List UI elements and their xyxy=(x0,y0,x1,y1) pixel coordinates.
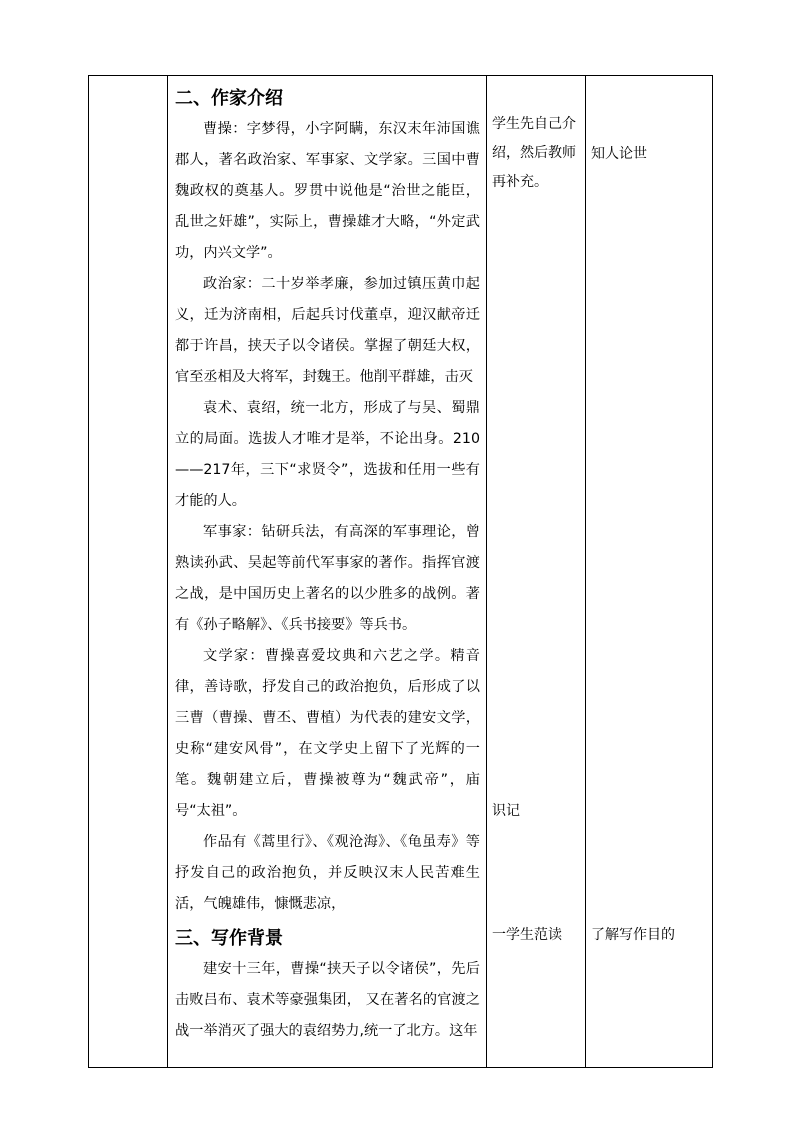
empty-stage-cell xyxy=(89,76,168,1068)
section-heading-background: 三、写作背景 xyxy=(175,928,283,949)
student-activity-memorize: 识记 xyxy=(492,803,520,819)
design-intent-reading: 了解写作目的 xyxy=(591,927,675,943)
table-row xyxy=(89,76,713,1068)
paragraph-unification: 袁术、袁绍，统一北方，形成了与吴、蜀鼎立的局面。选拔人才唯才是举，不论出身。210——217年，三下“求贤令”，选拔和任用一些有才能的人。 xyxy=(175,400,480,509)
design-intent-cell xyxy=(586,76,713,1068)
lesson-plan-table xyxy=(88,75,713,1068)
design-intent-intro: 知人论世 xyxy=(591,146,647,162)
paragraph-background: 建安十三年，曹操“挟天子以令诸侯”，先后击败吕布、袁术等豪强集团， 又在著名的官渡之战一举消灭了强大的袁绍势力,统一了北方。这年 xyxy=(175,961,480,1039)
section-heading-author: 二、作家介绍 xyxy=(175,88,283,109)
student-activity-reading: 一学生范读 xyxy=(492,927,562,943)
paragraph-literary: 文学家：曹操喜爱坟典和六艺之学。精音律，善诗歌，抒发自己的政治抱负，后形成了以三曹（曹操、曹丕、曹植）为代表的建安文学，史称“建安风骨”，在文学史上留下了光辉的一笔。魏朝建立后，曹操被尊为“魏武帝”，庙号“太祖”。 xyxy=(175,648,480,819)
paragraph-works: 作品有《蒿里行》、《观沧海》、《龟虽寿》等抒发自己的政治抱负，并反映汉末人民苦难生活，气魄雄伟，慷慨悲凉， xyxy=(175,834,480,912)
student-activity-intro: 学生先自己介绍，然后教师再补充。 xyxy=(492,116,576,190)
paragraph-politician: 政治家：二十岁举孝廉，参加过镇压黄巾起义，迁为济南相，后起兵讨伐董卓，迎汉献帝迁都于许昌，挟天子以令诸侯。掌握了朝廷大权，官至丞相及大将军，封魏王。他削平群雄，击灭 xyxy=(175,276,480,385)
student-activity-cell xyxy=(487,76,586,1068)
teaching-content-cell xyxy=(168,76,487,1068)
paragraph-military: 军事家：钻研兵法，有高深的军事理论，曾熟读孙武、吴起等前代军事家的著作。指挥官渡之战，是中国历史上著名的以少胜多的战例。著有《孙子略解》、《兵书接要》等兵书。 xyxy=(175,524,480,633)
paragraph-caocao-intro: 曹操：字梦得，小字阿瞒，东汉末年沛国谯郡人，著名政治家、军事家、文学家。三国中曹魏政权的奠基人。罗贯中说他是“治世之能臣，乱世之奸雄”，实际上，曹操雄才大略，“外定武功，内兴文学”。 xyxy=(175,121,480,261)
